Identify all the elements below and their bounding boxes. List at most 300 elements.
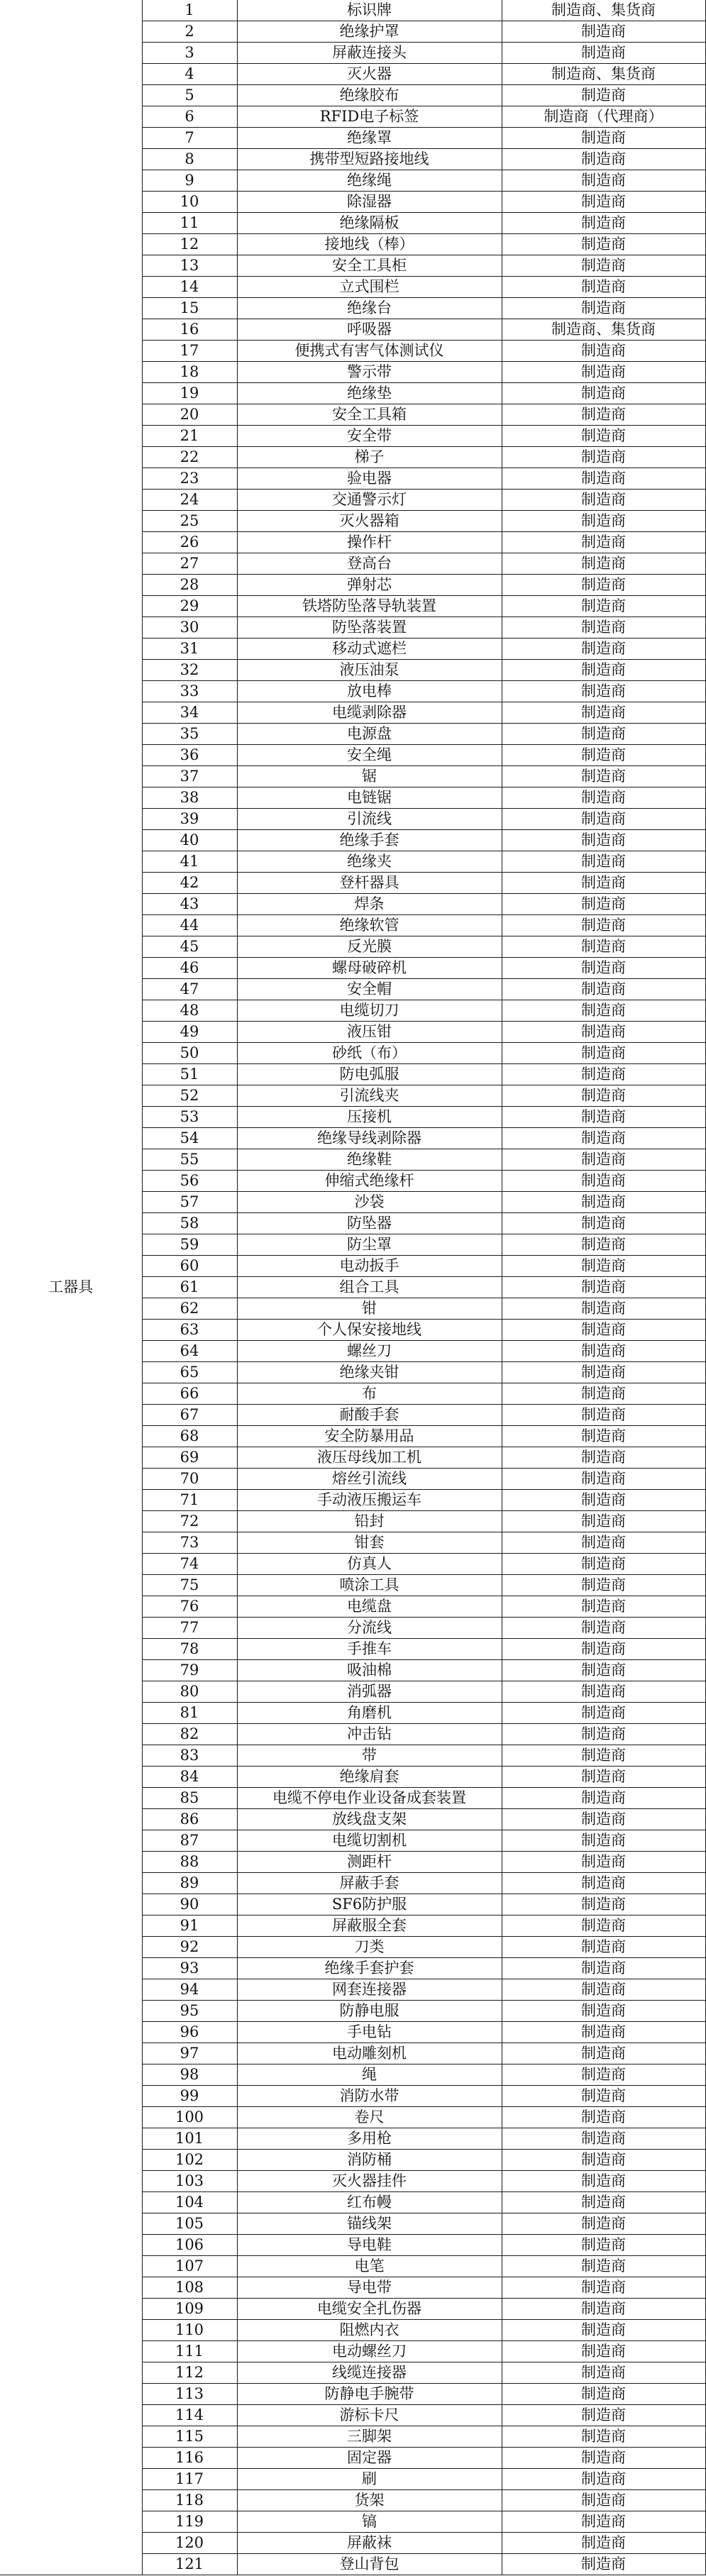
item-name-cell[interactable]: 绝缘胶布 (237, 85, 502, 106)
supplier-type-cell[interactable]: 制造商 (502, 936, 705, 958)
item-name-cell[interactable]: 电动雕刻机 (237, 2043, 502, 2064)
row-number-cell[interactable]: 37 (142, 766, 237, 787)
row-number-cell[interactable]: 14 (142, 277, 237, 298)
supplier-type-cell[interactable]: 制造商 (502, 596, 705, 617)
row-number-cell[interactable]: 114 (142, 2405, 237, 2426)
supplier-type-cell[interactable]: 制造商 (502, 1958, 705, 1979)
item-name-cell[interactable]: 铅封 (237, 1511, 502, 1532)
item-name-cell[interactable]: 红布幔 (237, 2192, 502, 2213)
item-name-cell[interactable]: 三脚架 (237, 2426, 502, 2448)
row-number-cell[interactable]: 60 (142, 1256, 237, 1277)
item-name-cell[interactable]: 手推车 (237, 1639, 502, 1660)
row-number-cell[interactable]: 51 (142, 1064, 237, 1085)
supplier-type-cell[interactable]: 制造商 (502, 1554, 705, 1575)
row-number-cell[interactable]: 66 (142, 1383, 237, 1405)
row-number-cell[interactable]: 57 (142, 1192, 237, 1213)
supplier-type-cell[interactable]: 制造商 (502, 128, 705, 149)
row-number-cell[interactable]: 5 (142, 85, 237, 106)
item-name-cell[interactable]: 钳套 (237, 1532, 502, 1554)
item-name-cell[interactable]: 分流线 (237, 1618, 502, 1639)
item-name-cell[interactable]: 耐酸手套 (237, 1405, 502, 1426)
supplier-type-cell[interactable]: 制造商 (502, 1362, 705, 1383)
item-name-cell[interactable]: 登高台 (237, 553, 502, 575)
row-number-cell[interactable]: 120 (142, 2533, 237, 2554)
row-number-cell[interactable]: 26 (142, 532, 237, 553)
row-number-cell[interactable]: 45 (142, 936, 237, 958)
supplier-type-cell[interactable]: 制造商 (502, 404, 705, 426)
supplier-type-cell[interactable]: 制造商 (502, 1852, 705, 1873)
item-name-cell[interactable]: 绳 (237, 2064, 502, 2086)
row-number-cell[interactable]: 103 (142, 2171, 237, 2192)
row-number-cell[interactable]: 67 (142, 1405, 237, 1426)
item-name-cell[interactable]: 刷 (237, 2469, 502, 2490)
item-name-cell[interactable]: 登杆器具 (237, 873, 502, 894)
item-name-cell[interactable]: 安全工具箱 (237, 404, 502, 426)
item-name-cell[interactable]: 验电器 (237, 468, 502, 490)
item-name-cell[interactable]: 电动扳手 (237, 1256, 502, 1277)
item-name-cell[interactable]: 绝缘垫 (237, 383, 502, 404)
supplier-type-cell[interactable]: 制造商 (502, 1000, 705, 1022)
supplier-type-cell[interactable]: 制造商 (502, 1490, 705, 1511)
supplier-type-cell[interactable]: 制造商 (502, 894, 705, 915)
item-name-cell[interactable]: 登山背包 (237, 2554, 502, 2575)
row-number-cell[interactable]: 6 (142, 106, 237, 128)
row-number-cell[interactable]: 2 (142, 21, 237, 43)
supplier-type-cell[interactable]: 制造商 (502, 1383, 705, 1405)
row-number-cell[interactable]: 101 (142, 2128, 237, 2150)
row-number-cell[interactable]: 25 (142, 511, 237, 532)
row-number-cell[interactable]: 94 (142, 1979, 237, 2001)
item-name-cell[interactable]: 螺母破碎机 (237, 958, 502, 979)
item-name-cell[interactable]: 绝缘导线剥除器 (237, 1128, 502, 1149)
supplier-type-cell[interactable]: 制造商 (502, 1724, 705, 1745)
row-number-cell[interactable]: 89 (142, 1873, 237, 1894)
row-number-cell[interactable]: 79 (142, 1660, 237, 1681)
item-name-cell[interactable]: 电动螺丝刀 (237, 2341, 502, 2362)
row-number-cell[interactable]: 41 (142, 851, 237, 873)
supplier-type-cell[interactable]: 制造商 (502, 617, 705, 639)
supplier-type-cell[interactable]: 制造商 (502, 2150, 705, 2171)
category-cell[interactable]: 工器具 (0, 0, 142, 2575)
supplier-type-cell[interactable]: 制造商 (502, 1532, 705, 1554)
row-number-cell[interactable]: 74 (142, 1554, 237, 1575)
row-number-cell[interactable]: 95 (142, 2001, 237, 2022)
item-name-cell[interactable]: 安全帽 (237, 979, 502, 1000)
supplier-type-cell[interactable]: 制造商、集货商 (502, 0, 705, 21)
item-name-cell[interactable]: 货架 (237, 2490, 502, 2511)
row-number-cell[interactable]: 49 (142, 1022, 237, 1043)
supplier-type-cell[interactable]: 制造商、集货商 (502, 64, 705, 85)
supplier-type-cell[interactable]: 制造商 (502, 1894, 705, 1916)
item-name-cell[interactable]: 钳 (237, 1298, 502, 1320)
row-number-cell[interactable]: 56 (142, 1171, 237, 1192)
supplier-type-cell[interactable]: 制造商 (502, 766, 705, 787)
item-name-cell[interactable]: 角磨机 (237, 1703, 502, 1724)
row-number-cell[interactable]: 108 (142, 2277, 237, 2299)
row-number-cell[interactable]: 77 (142, 1618, 237, 1639)
row-number-cell[interactable]: 17 (142, 341, 237, 362)
item-name-cell[interactable]: 导电鞋 (237, 2235, 502, 2256)
supplier-type-cell[interactable]: 制造商 (502, 2320, 705, 2341)
row-number-cell[interactable]: 88 (142, 1852, 237, 1873)
row-number-cell[interactable]: 55 (142, 1149, 237, 1171)
row-number-cell[interactable]: 31 (142, 639, 237, 660)
supplier-type-cell[interactable]: 制造商 (502, 1256, 705, 1277)
row-number-cell[interactable]: 47 (142, 979, 237, 1000)
item-name-cell[interactable]: 消防水带 (237, 2086, 502, 2107)
item-name-cell[interactable]: 压接机 (237, 1107, 502, 1128)
row-number-cell[interactable]: 9 (142, 170, 237, 192)
supplier-type-cell[interactable]: 制造商 (502, 2001, 705, 2022)
item-name-cell[interactable]: 个人保安接地线 (237, 1320, 502, 1341)
supplier-type-cell[interactable]: 制造商 (502, 2022, 705, 2043)
item-name-cell[interactable]: 绝缘手套 (237, 830, 502, 851)
row-number-cell[interactable]: 28 (142, 575, 237, 596)
supplier-type-cell[interactable]: 制造商 (502, 1022, 705, 1043)
row-number-cell[interactable]: 84 (142, 1767, 237, 1788)
supplier-type-cell[interactable]: 制造商 (502, 383, 705, 404)
supplier-type-cell[interactable]: 制造商 (502, 1596, 705, 1618)
row-number-cell[interactable]: 118 (142, 2490, 237, 2511)
row-number-cell[interactable]: 19 (142, 383, 237, 404)
row-number-cell[interactable]: 83 (142, 1745, 237, 1767)
supplier-type-cell[interactable]: 制造商 (502, 511, 705, 532)
item-name-cell[interactable]: 呼吸器 (237, 319, 502, 341)
item-name-cell[interactable]: 电缆切割机 (237, 1830, 502, 1852)
row-number-cell[interactable]: 80 (142, 1681, 237, 1703)
item-name-cell[interactable]: 放线盘支架 (237, 1809, 502, 1830)
supplier-type-cell[interactable]: 制造商 (502, 2299, 705, 2320)
supplier-type-cell[interactable]: 制造商 (502, 1767, 705, 1788)
supplier-type-cell[interactable]: 制造商 (502, 2277, 705, 2299)
item-name-cell[interactable]: 喷涂工具 (237, 1575, 502, 1596)
supplier-type-cell[interactable]: 制造商 (502, 1873, 705, 1894)
supplier-type-cell[interactable]: 制造商 (502, 2490, 705, 2511)
supplier-type-cell[interactable]: 制造商 (502, 1788, 705, 1809)
item-name-cell[interactable]: 屏蔽服全套 (237, 1916, 502, 1937)
supplier-type-cell[interactable]: 制造商 (502, 1405, 705, 1426)
item-name-cell[interactable]: 屏蔽手套 (237, 1873, 502, 1894)
supplier-type-cell[interactable]: 制造商 (502, 1979, 705, 2001)
supplier-type-cell[interactable]: 制造商 (502, 2256, 705, 2277)
supplier-type-cell[interactable]: 制造商 (502, 447, 705, 468)
item-name-cell[interactable]: 锚线架 (237, 2213, 502, 2235)
row-number-cell[interactable]: 30 (142, 617, 237, 639)
item-name-cell[interactable]: 便携式有害气体测试仪 (237, 341, 502, 362)
supplier-type-cell[interactable]: 制造商 (502, 234, 705, 255)
item-name-cell[interactable]: 梯子 (237, 447, 502, 468)
item-name-cell[interactable]: 带 (237, 1745, 502, 1767)
row-number-cell[interactable]: 73 (142, 1532, 237, 1554)
row-number-cell[interactable]: 36 (142, 745, 237, 766)
item-name-cell[interactable]: 电笔 (237, 2256, 502, 2277)
item-name-cell[interactable]: 固定器 (237, 2448, 502, 2469)
row-number-cell[interactable]: 102 (142, 2150, 237, 2171)
row-number-cell[interactable]: 32 (142, 660, 237, 681)
supplier-type-cell[interactable]: 制造商 (502, 1469, 705, 1490)
item-name-cell[interactable]: 电缆不停电作业设备成套装置 (237, 1788, 502, 1809)
row-number-cell[interactable]: 104 (142, 2192, 237, 2213)
row-number-cell[interactable]: 117 (142, 2469, 237, 2490)
supplier-type-cell[interactable]: 制造商 (502, 2405, 705, 2426)
item-name-cell[interactable]: 电源盘 (237, 724, 502, 745)
row-number-cell[interactable]: 12 (142, 234, 237, 255)
item-name-cell[interactable]: 移动式遮栏 (237, 639, 502, 660)
row-number-cell[interactable]: 15 (142, 298, 237, 319)
row-number-cell[interactable]: 109 (142, 2299, 237, 2320)
item-name-cell[interactable]: 标识牌 (237, 0, 502, 21)
supplier-type-cell[interactable]: 制造商 (502, 553, 705, 575)
item-name-cell[interactable]: 绝缘鞋 (237, 1149, 502, 1171)
item-name-cell[interactable]: 熔丝引流线 (237, 1469, 502, 1490)
row-number-cell[interactable]: 72 (142, 1511, 237, 1532)
row-number-cell[interactable]: 81 (142, 1703, 237, 1724)
item-name-cell[interactable]: 仿真人 (237, 1554, 502, 1575)
row-number-cell[interactable]: 8 (142, 149, 237, 170)
row-number-cell[interactable]: 116 (142, 2448, 237, 2469)
item-name-cell[interactable]: 绝缘软管 (237, 915, 502, 936)
supplier-type-cell[interactable]: 制造商 (502, 1192, 705, 1213)
supplier-type-cell[interactable]: 制造商 (502, 2384, 705, 2405)
supplier-type-cell[interactable]: 制造商 (502, 575, 705, 596)
item-name-cell[interactable]: 导电带 (237, 2277, 502, 2299)
supplier-type-cell[interactable]: 制造商 (502, 724, 705, 745)
item-name-cell[interactable]: 立式围栏 (237, 277, 502, 298)
item-name-cell[interactable]: 绝缘夹 (237, 851, 502, 873)
item-name-cell[interactable]: 防静电服 (237, 2001, 502, 2022)
supplier-type-cell[interactable]: 制造商 (502, 1575, 705, 1596)
supplier-type-cell[interactable]: 制造商 (502, 426, 705, 447)
item-name-cell[interactable]: 电链锯 (237, 787, 502, 809)
supplier-type-cell[interactable]: 制造商 (502, 958, 705, 979)
row-number-cell[interactable]: 91 (142, 1916, 237, 1937)
row-number-cell[interactable]: 92 (142, 1937, 237, 1958)
row-number-cell[interactable]: 90 (142, 1894, 237, 1916)
item-name-cell[interactable]: 焊条 (237, 894, 502, 915)
row-number-cell[interactable]: 3 (142, 43, 237, 64)
supplier-type-cell[interactable]: 制造商 (502, 1660, 705, 1681)
supplier-type-cell[interactable]: 制造商 (502, 979, 705, 1000)
item-name-cell[interactable]: 绝缘夹钳 (237, 1362, 502, 1383)
item-name-cell[interactable]: 绝缘隔板 (237, 213, 502, 234)
supplier-type-cell[interactable]: 制造商 (502, 362, 705, 383)
row-number-cell[interactable]: 113 (142, 2384, 237, 2405)
item-name-cell[interactable]: 安全带 (237, 426, 502, 447)
row-number-cell[interactable]: 112 (142, 2362, 237, 2384)
supplier-type-cell[interactable]: 制造商 (502, 1426, 705, 1447)
supplier-type-cell[interactable]: 制造商 (502, 851, 705, 873)
row-number-cell[interactable]: 53 (142, 1107, 237, 1128)
supplier-type-cell[interactable]: 制造商 (502, 255, 705, 277)
supplier-type-cell[interactable]: 制造商 (502, 2213, 705, 2235)
item-name-cell[interactable]: 卷尺 (237, 2107, 502, 2128)
supplier-type-cell[interactable]: 制造商 (502, 1171, 705, 1192)
supplier-type-cell[interactable]: 制造商 (502, 2533, 705, 2554)
supplier-type-cell[interactable]: 制造商 (502, 1213, 705, 1234)
supplier-type-cell[interactable]: 制造商 (502, 2448, 705, 2469)
item-name-cell[interactable]: 绝缘护罩 (237, 21, 502, 43)
item-name-cell[interactable]: 电缆切刀 (237, 1000, 502, 1022)
row-number-cell[interactable]: 16 (142, 319, 237, 341)
item-name-cell[interactable]: 防坠落装置 (237, 617, 502, 639)
supplier-type-cell[interactable]: 制造商 (502, 745, 705, 766)
supplier-type-cell[interactable]: 制造商 (502, 1234, 705, 1256)
item-name-cell[interactable]: 安全绳 (237, 745, 502, 766)
supplier-type-cell[interactable]: 制造商 (502, 277, 705, 298)
row-number-cell[interactable]: 111 (142, 2341, 237, 2362)
row-number-cell[interactable]: 106 (142, 2235, 237, 2256)
item-name-cell[interactable]: 砂纸（布） (237, 1043, 502, 1064)
supplier-type-cell[interactable]: 制造商 (502, 1298, 705, 1320)
supplier-type-cell[interactable]: 制造商 (502, 1830, 705, 1852)
row-number-cell[interactable]: 46 (142, 958, 237, 979)
item-name-cell[interactable]: 锯 (237, 766, 502, 787)
item-name-cell[interactable]: 防静电手腕带 (237, 2384, 502, 2405)
supplier-type-cell[interactable]: 制造商 (502, 149, 705, 170)
row-number-cell[interactable]: 62 (142, 1298, 237, 1320)
row-number-cell[interactable]: 24 (142, 490, 237, 511)
row-number-cell[interactable]: 71 (142, 1490, 237, 1511)
row-number-cell[interactable]: 48 (142, 1000, 237, 1022)
row-number-cell[interactable]: 40 (142, 830, 237, 851)
item-name-cell[interactable]: 灭火器挂件 (237, 2171, 502, 2192)
row-number-cell[interactable]: 29 (142, 596, 237, 617)
supplier-type-cell[interactable]: 制造商 (502, 2554, 705, 2575)
item-name-cell[interactable]: 镐 (237, 2511, 502, 2533)
item-name-cell[interactable]: 组合工具 (237, 1277, 502, 1298)
item-name-cell[interactable]: 电缆盘 (237, 1596, 502, 1618)
item-name-cell[interactable]: 安全工具柜 (237, 255, 502, 277)
item-name-cell[interactable]: 沙袋 (237, 1192, 502, 1213)
item-name-cell[interactable]: 布 (237, 1383, 502, 1405)
row-number-cell[interactable]: 4 (142, 64, 237, 85)
supplier-type-cell[interactable]: 制造商 (502, 1149, 705, 1171)
item-name-cell[interactable]: 反光膜 (237, 936, 502, 958)
row-number-cell[interactable]: 115 (142, 2426, 237, 2448)
supplier-type-cell[interactable]: 制造商 (502, 1320, 705, 1341)
supplier-type-cell[interactable]: 制造商、集货商 (502, 319, 705, 341)
supplier-type-cell[interactable]: 制造商 (502, 2341, 705, 2362)
supplier-type-cell[interactable]: 制造商 (502, 1703, 705, 1724)
supplier-type-cell[interactable]: 制造商 (502, 1341, 705, 1362)
row-number-cell[interactable]: 98 (142, 2064, 237, 2086)
item-name-cell[interactable]: 绝缘台 (237, 298, 502, 319)
supplier-type-cell[interactable]: 制造商 (502, 21, 705, 43)
supplier-type-cell[interactable]: 制造商 (502, 1511, 705, 1532)
supplier-type-cell[interactable]: 制造商（代理商） (502, 106, 705, 128)
supplier-type-cell[interactable]: 制造商 (502, 915, 705, 936)
item-name-cell[interactable]: 安全防暴用品 (237, 1426, 502, 1447)
item-name-cell[interactable]: 屏蔽袜 (237, 2533, 502, 2554)
row-number-cell[interactable]: 61 (142, 1277, 237, 1298)
supplier-type-cell[interactable]: 制造商 (502, 1043, 705, 1064)
item-name-cell[interactable]: 防坠器 (237, 1213, 502, 1234)
item-name-cell[interactable]: 绝缘肩套 (237, 1767, 502, 1788)
supplier-type-cell[interactable]: 制造商 (502, 2192, 705, 2213)
row-number-cell[interactable]: 34 (142, 702, 237, 724)
item-name-cell[interactable]: 灭火器 (237, 64, 502, 85)
item-name-cell[interactable]: 网套连接器 (237, 1979, 502, 2001)
item-name-cell[interactable]: 手电钻 (237, 2022, 502, 2043)
row-number-cell[interactable]: 68 (142, 1426, 237, 1447)
row-number-cell[interactable]: 43 (142, 894, 237, 915)
supplier-type-cell[interactable]: 制造商 (502, 1681, 705, 1703)
supplier-type-cell[interactable]: 制造商 (502, 830, 705, 851)
supplier-type-cell[interactable]: 制造商 (502, 1618, 705, 1639)
supplier-type-cell[interactable]: 制造商 (502, 873, 705, 894)
row-number-cell[interactable]: 44 (142, 915, 237, 936)
item-name-cell[interactable]: 手动液压搬运车 (237, 1490, 502, 1511)
row-number-cell[interactable]: 18 (142, 362, 237, 383)
supplier-type-cell[interactable]: 制造商 (502, 170, 705, 192)
supplier-type-cell[interactable]: 制造商 (502, 2107, 705, 2128)
item-name-cell[interactable]: 消弧器 (237, 1681, 502, 1703)
supplier-type-cell[interactable]: 制造商 (502, 2511, 705, 2533)
supplier-type-cell[interactable]: 制造商 (502, 681, 705, 702)
item-name-cell[interactable]: 交通警示灯 (237, 490, 502, 511)
row-number-cell[interactable]: 86 (142, 1809, 237, 1830)
row-number-cell[interactable]: 20 (142, 404, 237, 426)
item-name-cell[interactable]: 冲击钻 (237, 1724, 502, 1745)
row-number-cell[interactable]: 76 (142, 1596, 237, 1618)
row-number-cell[interactable]: 99 (142, 2086, 237, 2107)
item-name-cell[interactable]: 携带型短路接地线 (237, 149, 502, 170)
item-name-cell[interactable]: 绝缘绳 (237, 170, 502, 192)
supplier-type-cell[interactable]: 制造商 (502, 639, 705, 660)
supplier-type-cell[interactable]: 制造商 (502, 2086, 705, 2107)
item-name-cell[interactable]: 刀类 (237, 1937, 502, 1958)
row-number-cell[interactable]: 100 (142, 2107, 237, 2128)
row-number-cell[interactable]: 87 (142, 1830, 237, 1852)
supplier-type-cell[interactable]: 制造商 (502, 1639, 705, 1660)
row-number-cell[interactable]: 64 (142, 1341, 237, 1362)
item-name-cell[interactable]: 灭火器箱 (237, 511, 502, 532)
item-name-cell[interactable]: 消防桶 (237, 2150, 502, 2171)
row-number-cell[interactable]: 39 (142, 809, 237, 830)
row-number-cell[interactable]: 105 (142, 2213, 237, 2235)
row-number-cell[interactable]: 52 (142, 1085, 237, 1107)
supplier-type-cell[interactable]: 制造商 (502, 1809, 705, 1830)
supplier-type-cell[interactable]: 制造商 (502, 1128, 705, 1149)
supplier-type-cell[interactable]: 制造商 (502, 468, 705, 490)
row-number-cell[interactable]: 13 (142, 255, 237, 277)
row-number-cell[interactable]: 59 (142, 1234, 237, 1256)
supplier-type-cell[interactable]: 制造商 (502, 1107, 705, 1128)
row-number-cell[interactable]: 50 (142, 1043, 237, 1064)
item-name-cell[interactable]: SF6防护服 (237, 1894, 502, 1916)
row-number-cell[interactable]: 107 (142, 2256, 237, 2277)
item-name-cell[interactable]: 阻燃内衣 (237, 2320, 502, 2341)
supplier-type-cell[interactable]: 制造商 (502, 809, 705, 830)
supplier-type-cell[interactable]: 制造商 (502, 2426, 705, 2448)
supplier-type-cell[interactable]: 制造商 (502, 2064, 705, 2086)
row-number-cell[interactable]: 85 (142, 1788, 237, 1809)
item-name-cell[interactable]: 放电棒 (237, 681, 502, 702)
item-name-cell[interactable]: 操作杆 (237, 532, 502, 553)
item-name-cell[interactable]: 电缆安全扎伤器 (237, 2299, 502, 2320)
item-name-cell[interactable]: 螺丝刀 (237, 1341, 502, 1362)
row-number-cell[interactable]: 70 (142, 1469, 237, 1490)
row-number-cell[interactable]: 22 (142, 447, 237, 468)
row-number-cell[interactable]: 58 (142, 1213, 237, 1234)
supplier-type-cell[interactable]: 制造商 (502, 1447, 705, 1469)
supplier-type-cell[interactable]: 制造商 (502, 43, 705, 64)
row-number-cell[interactable]: 35 (142, 724, 237, 745)
supplier-type-cell[interactable]: 制造商 (502, 2362, 705, 2384)
item-name-cell[interactable]: 线缆连接器 (237, 2362, 502, 2384)
row-number-cell[interactable]: 38 (142, 787, 237, 809)
supplier-type-cell[interactable]: 制造商 (502, 2043, 705, 2064)
